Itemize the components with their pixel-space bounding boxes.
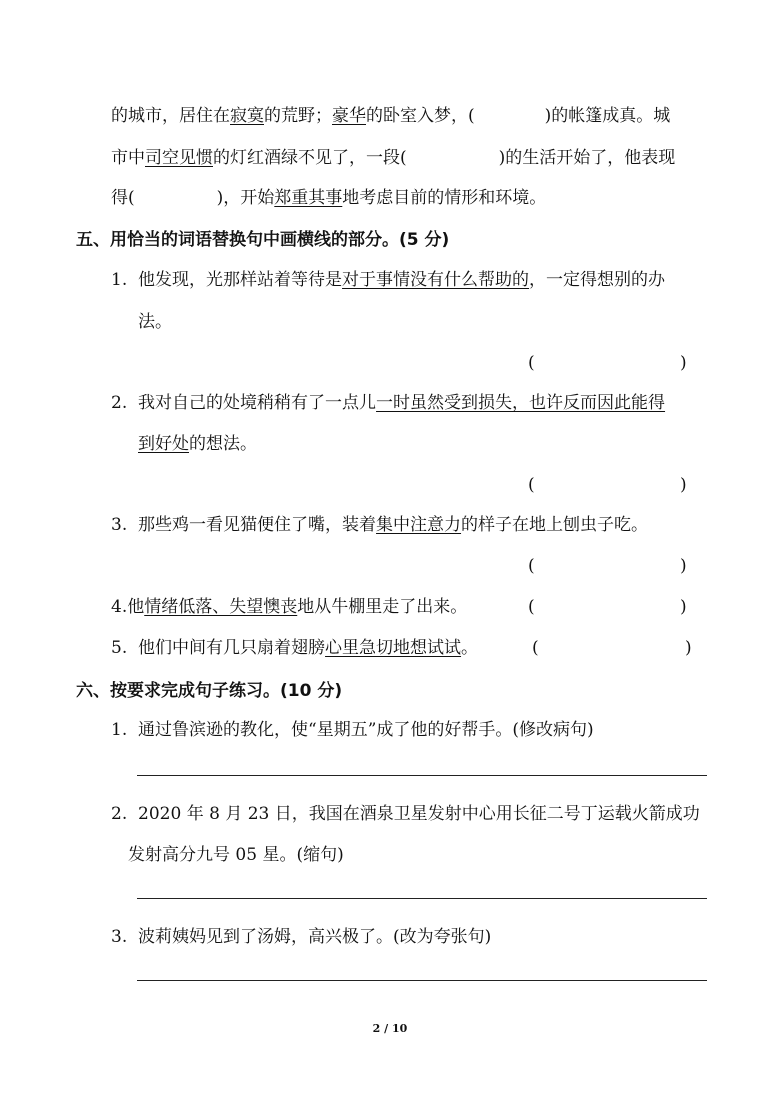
underlined-phrase: 集中注意力 [376,515,462,535]
section-heading-5: 五、用恰当的词语替换句中画横线的部分。(5 分) [76,230,450,250]
question-6-1: 1. 通过鲁滨逊的教化，使“星期五”成了他的好帮手。(修改病句) [111,720,594,740]
underlined-phrase: 情绪低落、失望懊丧 [144,597,298,617]
paren-close: ) [680,353,687,373]
answer-field-5-1[interactable] [540,351,676,375]
question-6-2: 2. 2020 年 8 月 23 日，我国在酒泉卫星发射中心用长征二号丁运载火箭成功 [111,804,700,824]
paren-close: ) [680,597,687,617]
passage-line-3: 得( )，开始郑重其事地考虑目前的情形和环境。 [111,188,547,208]
paren-open: ( [528,597,535,617]
answer-field-5-5[interactable] [544,636,680,660]
answer-field-5-2[interactable] [540,473,676,497]
underlined-word: 豪华 [332,106,366,126]
question-5-3: 3. 那些鸡一看见猫便住了嘴，装着集中注意力的样子在地上刨虫子吃。 [111,515,649,535]
page-number: 2 / 10 [372,1022,408,1035]
underlined-phrase: 到好处 [138,434,189,454]
underlined-word: 寂寞 [230,106,264,126]
answer-line-6-3[interactable] [137,980,707,981]
paren-open: ( [532,638,539,658]
underlined-phrase: 一时虽然受到损失，也许反而因此能得 [376,393,666,413]
paren-close: ) [680,475,687,495]
question-5-1: 1. 他发现，光那样站着等待是对于事情没有什么帮助的，一定得想别的办 [111,270,666,290]
passage-line-2: 市中司空见惯的灯红酒绿不见了，一段( )的生活开始了，他表现 [111,148,676,168]
question-5-2: 2. 我对自己的处境稍稍有了一点儿一时虽然受到损失，也许反而因此能得 [111,393,666,413]
paren-open: ( [528,475,535,495]
question-6-3: 3. 波莉姨妈见到了汤姆，高兴极了。(改为夸张句) [111,927,492,947]
section-heading-6: 六、按要求完成句子练习。(10 分) [76,681,343,701]
underlined-phrase: 对于事情没有什么帮助的 [342,270,530,290]
answer-field-5-4[interactable] [540,595,676,619]
question-5-1-cont: 法。 [138,312,172,332]
underlined-word: 郑重其事 [274,188,343,208]
answer-line-6-2[interactable] [137,898,707,899]
question-5-2-cont: 到好处的想法。 [138,434,257,454]
paren-open: ( [528,353,535,373]
answer-line-6-1[interactable] [137,775,707,776]
question-5-4: 4.他情绪低落、失望懊丧地从牛棚里走了出来。 [111,597,468,617]
paren-close: ) [685,638,692,658]
underlined-word: 司空见惯 [145,148,213,168]
paren-open: ( [528,556,535,576]
passage-line-1: 的城市，居住在寂寞的荒野；豪华的卧室入梦，( )的帐篷成真。城 [111,106,671,126]
answer-field-5-3[interactable] [540,554,676,578]
paren-close: ) [680,556,687,576]
question-5-5: 5. 他们中间有几只扇着翅膀心里急切地想试试。 [111,638,479,658]
question-6-2-cont: 发射高分九号 05 星。(缩句) [128,845,344,865]
underlined-phrase: 心里急切地想试试 [325,638,462,658]
